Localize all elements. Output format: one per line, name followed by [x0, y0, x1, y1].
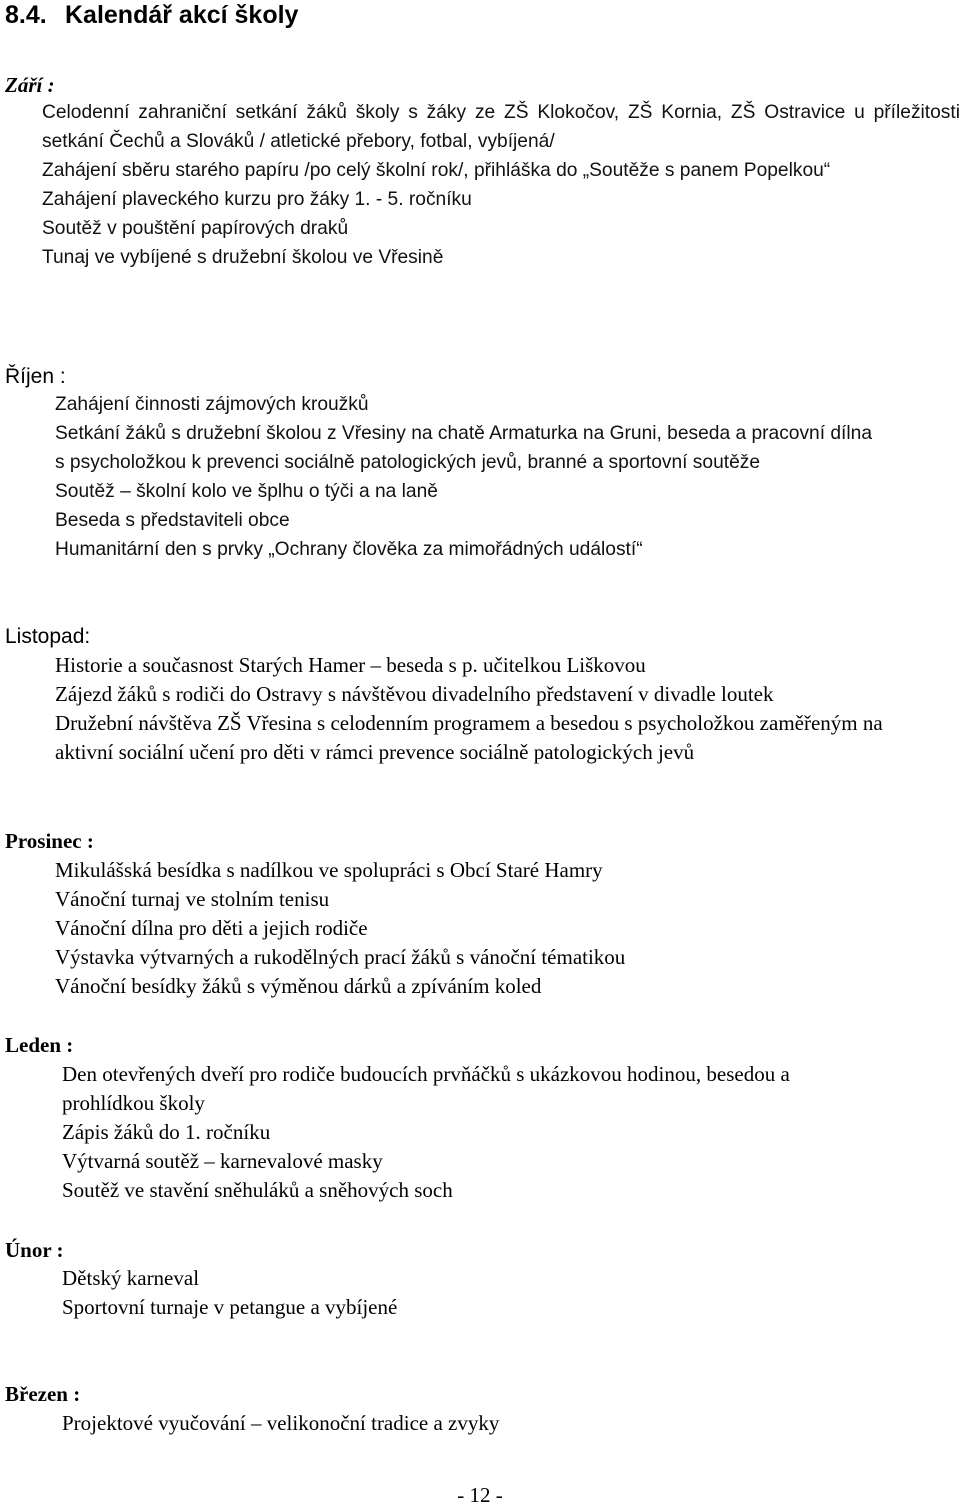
event-item: Soutěž v pouštění papírových draků: [42, 218, 349, 239]
event-item: Sportovní turnaje v petangue a vybíjené: [62, 1295, 398, 1319]
event-item: Dětský karneval: [62, 1266, 200, 1290]
month-heading-leden: Leden :: [5, 1033, 74, 1057]
event-item: Soutěž – školní kolo ve šplhu o týči a na laně: [55, 481, 438, 502]
section-title: Kalendář akcí školy: [65, 1, 299, 29]
section-heading: [5, 0, 298, 30]
event-list-brezen: [62, 1409, 942, 1438]
month-heading-rijen: Říjen :: [5, 365, 66, 388]
month-heading-listopad: Listopad:: [5, 625, 91, 648]
event-list-prosinec: [55, 856, 945, 1001]
event-list-zari: [42, 98, 960, 272]
event-item: Soutěž ve stavění sněhuláků a sněhových soch: [62, 1178, 453, 1202]
event-item: Výtvarná soutěž – karnevalové masky: [62, 1149, 383, 1173]
event-item: Celodenní zahraniční setkání žáků školy s žáky ze ZŠ Klokočov, ZŠ Kornia, ZŠ Ostravice u příležitosti setkání Čechů a Slováků / atletické přebory, fotbal, vybíjená/: [42, 102, 960, 152]
page-number: - 12 -: [457, 1483, 503, 1507]
event-item: Zájezd žáků s rodiči do Ostravy s návštěvou divadelního představení v divadle loutek: [55, 682, 774, 706]
event-item: Zápis žáků do 1. ročníku: [62, 1120, 271, 1144]
event-item: Beseda s představiteli obce: [55, 510, 290, 531]
event-item: Zahájení sběru starého papíru /po celý školní rok/, přihláška do „Soutěže s panem Popelkou“: [42, 160, 831, 181]
event-item: Den otevřených dveří pro rodiče budoucích prvňáčků s ukázkovou hodinou, besedou a prohlídkou školy: [62, 1062, 790, 1115]
event-list-unor: [62, 1264, 942, 1322]
event-item: Výstavka výtvarných a rukodělných prací žáků s vánoční tématikou: [55, 945, 626, 969]
event-item: Historie a současnost Starých Hamer – beseda s p. učitelkou Liškovou: [55, 653, 646, 677]
section-number: 8.4.: [5, 1, 47, 29]
event-item: Vánoční dílna pro děti a jejich rodiče: [55, 916, 368, 940]
month-heading-brezen: Březen :: [5, 1382, 81, 1406]
month-heading-prosinec: Prosinec :: [5, 829, 94, 853]
event-item: Mikulášská besídka s nadílkou ve spolupráci s Obcí Staré Hamry: [55, 858, 603, 882]
month-heading-zari: Září :: [5, 73, 55, 97]
event-item: Humanitární den s prvky „Ochrany člověka za mimořádných událostí“: [55, 539, 643, 560]
event-list-leden: [62, 1060, 852, 1205]
event-item: Družební návštěva ZŠ Vřesina s celodenním programem a besedou s psycholožkou zaměřeným na aktivní sociální učení pro děti v rámci prevence sociálně patologických jevů: [55, 711, 883, 764]
event-item: Tunaj ve vybíjené s družební školou ve Vřesině: [42, 247, 444, 268]
event-item: Vánoční besídky žáků s výměnou dárků a zpíváním koled: [55, 974, 542, 998]
event-item: Projektové vyučování – velikonoční tradice a zvyky: [62, 1411, 500, 1435]
event-item: Zahájení plaveckého kurzu pro žáky 1. - 5. ročníku: [42, 189, 472, 210]
event-item: Vánoční turnaj ve stolním tenisu: [55, 887, 330, 911]
event-item: Setkání žáků s družební školou z Vřesiny na chatě Armaturka na Gruni, beseda a pracovní dílna s psycholožkou k prevenci sociálně patologických jevů, branné a sportovní soutěže: [55, 423, 872, 473]
month-heading-unor: Únor :: [5, 1238, 64, 1262]
event-item: Zahájení činnosti zájmových kroužků: [55, 394, 369, 415]
event-list-listopad: [55, 651, 945, 767]
event-list-rijen: [55, 390, 885, 564]
